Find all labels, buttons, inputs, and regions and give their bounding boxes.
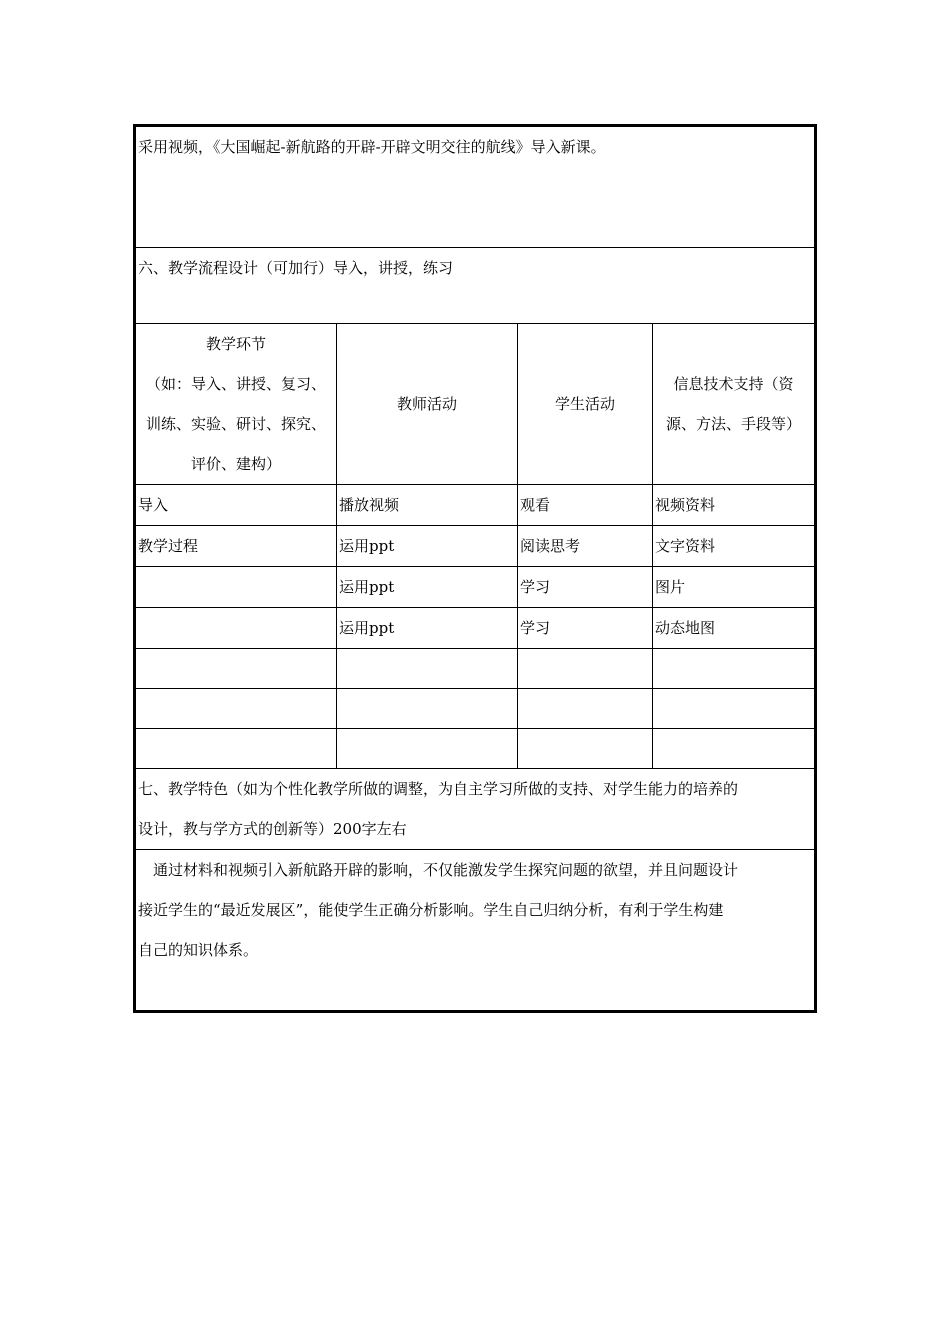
table-cell: 运用ppt [337,608,518,649]
section6-title: 六、教学流程设计（可加行）导入，讲授，练习 [138,259,454,277]
table-cell: 图片 [653,567,816,608]
features-line3: 自己的知识体系。 [138,941,259,959]
table-cell: 导入 [135,485,337,526]
header-student-activity [518,324,653,485]
table-cell: 运用ppt [337,567,518,608]
table-cell: 教学过程 [135,526,337,567]
section7-title-line1: 七、教学特色（如为个性化教学所做的调整，为自主学习所做的支持、对学生能力的培养的 [138,780,739,798]
table-row [135,729,816,769]
header-line: 评价、建构） [190,455,281,473]
table-cell [337,649,518,689]
table-cell [518,729,653,769]
table-cell [135,567,337,608]
header-line: 学生活动 [554,395,615,413]
features-line1: 通过材料和视频引入新航路开辟的影响，不仅能激发学生探究问题的欲望，并且问题设计 [153,861,739,879]
section7-cell [135,769,816,850]
table-row [135,689,816,729]
features-line2: 接近学生的“最近发展区”，能使学生正确分析影响。学生自己归纳分析，有利于学生构建 [138,901,724,919]
header-teacher-activity [337,324,518,485]
header-line: 教师活动 [396,395,457,413]
intro-cell [135,126,816,248]
table-row [135,649,816,689]
header-teaching-stage [135,324,337,485]
lesson-plan-table [133,124,817,1013]
table-cell [653,649,816,689]
header-line: 训练、实验、研讨、探究、 [145,415,326,433]
table-cell: 播放视频 [337,485,518,526]
table-cell: 运用ppt [337,526,518,567]
table-cell [135,649,337,689]
table-cell [518,649,653,689]
table-cell [135,608,337,649]
table-cell [337,729,518,769]
table-cell [135,729,337,769]
table-row [135,567,816,608]
section7-title-line2: 设计，教与学方式的创新等）200字左右 [138,820,407,838]
table-cell: 观看 [518,485,653,526]
section6-cell [135,248,816,324]
table-cell: 学习 [518,567,653,608]
header-line: 源、方法、手段等） [666,415,802,433]
features-cell [135,850,816,1012]
table-cell [337,689,518,729]
table-cell: 学习 [518,608,653,649]
table-cell [653,729,816,769]
header-it-support [653,324,816,485]
table-cell [653,689,816,729]
table-cell: 动态地图 [653,608,816,649]
header-line: （如：导入、讲授、复习、 [145,375,326,393]
table-cell: 阅读思考 [518,526,653,567]
table-cell [518,689,653,729]
table-cell: 文字资料 [653,526,816,567]
intro-text: 采用视频，《大国崛起-新航路的开辟-开辟文明交往的航线》导入新课。 [138,138,606,156]
header-line: 信息技术支持（资 [673,375,794,393]
table-row [135,608,816,649]
table-row [135,526,816,567]
table-row [135,485,816,526]
table-cell: 视频资料 [653,485,816,526]
header-line: 教学环节 [205,335,266,353]
table-cell [135,689,337,729]
